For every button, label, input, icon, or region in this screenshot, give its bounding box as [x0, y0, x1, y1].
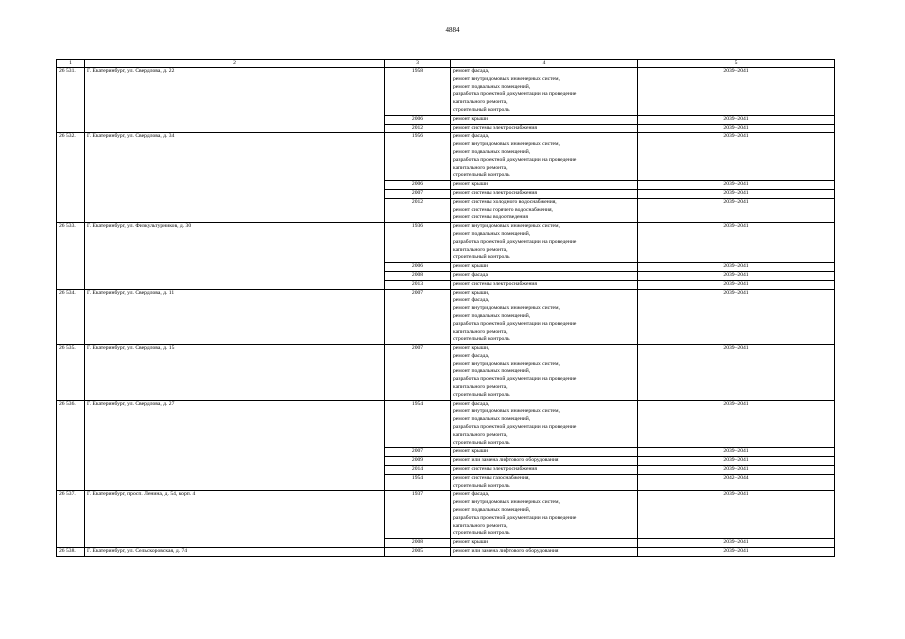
work-line: ремонт крыши: [453, 448, 489, 455]
work-line: ремонт крыши: [453, 263, 489, 270]
work-line: ремонт внутридомовых инженерных систем,: [453, 499, 560, 506]
row-number: 26 533.: [57, 223, 85, 289]
repair-schedule-table: [56, 59, 835, 557]
work-line: капитального ремонта,: [453, 164, 508, 171]
work-line: строительный контроль: [453, 391, 510, 398]
work-line: ремонт системы электроснабжения: [453, 280, 537, 287]
work-types: [451, 223, 638, 263]
work-types: [451, 448, 638, 457]
work-types: [451, 263, 638, 272]
work-line: разработка проектной документации на проведение: [453, 424, 577, 431]
work-line: ремонт фасада,: [453, 352, 490, 359]
commissioning-year: 2005: [385, 548, 451, 557]
column-header: 4: [451, 60, 638, 68]
work-line: разработка проектной документации на проведение: [453, 320, 577, 327]
work-line: ремонт подвальных помещений,: [453, 507, 531, 514]
row-number: 26 531.: [57, 68, 85, 133]
work-line: ремонт системы водоотведения: [453, 214, 528, 221]
work-types: [451, 68, 638, 116]
work-line: строительный контроль: [453, 172, 510, 179]
work-types: [451, 181, 638, 190]
planned-period: 2039–2041: [638, 548, 835, 557]
row-number: 26 532.: [57, 133, 85, 223]
column-header: 1: [57, 60, 85, 68]
commissioning-year: 1954: [385, 400, 451, 448]
commissioning-year: 1937: [385, 491, 451, 539]
commissioning-year: 2007: [385, 345, 451, 401]
work-line: ремонт внутридомовых инженерных систем,: [453, 360, 560, 367]
table-row: [57, 223, 835, 263]
work-line: капитального ремонта,: [453, 431, 508, 438]
work-line: ремонт внутридомовых инженерных систем,: [453, 75, 560, 82]
work-line: строительный контроль: [453, 106, 510, 113]
commissioning-year: 2012: [385, 124, 451, 133]
work-line: ремонт крыши,: [453, 289, 490, 296]
planned-period: 2039–2041: [638, 189, 835, 198]
work-line: ремонт внутридомовых инженерных систем,: [453, 223, 560, 230]
table-row: [57, 133, 835, 181]
commissioning-year: 2008: [385, 539, 451, 548]
work-line: ремонт подвальных помещений,: [453, 83, 531, 90]
planned-period: 2039–2041: [638, 124, 835, 133]
work-types: [451, 474, 638, 491]
table-row: [57, 400, 835, 448]
column-header: 3: [385, 60, 451, 68]
work-line: ремонт фасада,: [453, 491, 490, 498]
planned-period: 2039–2041: [638, 263, 835, 272]
building-address: Г. Екатеринбург, просп. Ленина, д. 54, корп. 4: [85, 491, 385, 548]
row-number: 26 537.: [57, 491, 85, 548]
work-types: [451, 133, 638, 181]
planned-period: 2039–2041: [638, 198, 835, 222]
work-line: ремонт фасада,: [453, 297, 490, 304]
work-line: капитального ремонта,: [453, 384, 508, 391]
planned-period: 2039–2041: [638, 457, 835, 466]
building-address: Г. Екатеринбург, ул. Сельскоровская, д. 74: [85, 548, 385, 557]
work-line: строительный контроль: [453, 482, 510, 489]
planned-period: 2039–2041: [638, 539, 835, 548]
building-address: Г. Екатеринбург, ул. Свердлова, д. 22: [85, 68, 385, 133]
work-line: ремонт подвальных помещений,: [453, 148, 531, 155]
planned-period: 2042–2044: [638, 474, 835, 491]
work-line: ремонт крыши: [453, 539, 489, 546]
table-row: [57, 491, 835, 539]
commissioning-year: 2013: [385, 280, 451, 289]
work-line: разработка проектной документации на проведение: [453, 376, 577, 383]
commissioning-year: 2008: [385, 271, 451, 280]
work-line: строительный контроль: [453, 439, 510, 446]
building-address: Г. Екатеринбург, ул. Свердлова, д. 27: [85, 400, 385, 491]
work-line: ремонт крыши: [453, 181, 489, 188]
work-line: ремонт фасада,: [453, 68, 490, 74]
work-line: ремонт или замена лифтового оборудования: [453, 457, 559, 464]
work-line: ремонт фасада,: [453, 400, 490, 407]
column-header: 2: [85, 60, 385, 68]
row-number: 26 538.: [57, 548, 85, 557]
planned-period: 2039–2041: [638, 400, 835, 448]
work-types: [451, 539, 638, 548]
work-line: разработка проектной документации на проведение: [453, 514, 577, 521]
planned-period: 2039–2041: [638, 115, 835, 124]
row-number: 26 535.: [57, 345, 85, 401]
commissioning-year: 2006: [385, 181, 451, 190]
building-address: Г. Екатеринбург, ул. Свердлова, д. 11: [85, 289, 385, 345]
commissioning-year: 2014: [385, 466, 451, 475]
commissioning-year: 2006: [385, 263, 451, 272]
work-line: ремонт внутридомовых инженерных систем,: [453, 305, 560, 312]
commissioning-year: 2007: [385, 189, 451, 198]
planned-period: 2039–2041: [638, 491, 835, 539]
work-line: разработка проектной документации на проведение: [453, 238, 577, 245]
work-line: ремонт системы холодного водоснабжения,: [453, 198, 557, 205]
work-line: капитального ремонта,: [453, 328, 508, 335]
work-line: капитального ремонта,: [453, 99, 508, 106]
planned-period: 2039–2041: [638, 181, 835, 190]
work-line: ремонт крыши: [453, 115, 489, 122]
work-line: ремонт подвальных помещений,: [453, 368, 531, 375]
page-number: 4884: [445, 26, 460, 34]
work-types: [451, 457, 638, 466]
planned-period: 2039–2041: [638, 280, 835, 289]
work-line: разработка проектной документации на проведение: [453, 91, 577, 98]
work-line: ремонт подвальных помещений,: [453, 416, 531, 423]
commissioning-year: 1958: [385, 68, 451, 116]
work-types: [451, 280, 638, 289]
commissioning-year: 1956: [385, 133, 451, 181]
work-line: ремонт крыши,: [453, 345, 490, 352]
work-types: [451, 189, 638, 198]
work-line: строительный контроль: [453, 254, 510, 261]
commissioning-year: 1936: [385, 223, 451, 263]
work-line: строительный контроль: [453, 336, 510, 343]
work-types: [451, 548, 638, 557]
commissioning-year: 2007: [385, 448, 451, 457]
commissioning-year: 2012: [385, 198, 451, 222]
work-line: ремонт системы газоснабжения,: [453, 474, 530, 481]
table-body: [57, 68, 835, 557]
column-number-row: [57, 60, 835, 68]
building-address: Г. Екатеринбург, ул. Свердлова, д. 15: [85, 345, 385, 401]
commissioning-year: 2006: [385, 115, 451, 124]
commissioning-year: 2007: [385, 289, 451, 345]
work-line: ремонт системы горячего водоснабжения,: [453, 206, 553, 213]
work-line: капитального ремонта,: [453, 246, 508, 253]
table-row: [57, 548, 835, 557]
commissioning-year: 1954: [385, 474, 451, 491]
work-line: ремонт подвальных помещений,: [453, 230, 531, 237]
work-types: [451, 198, 638, 222]
planned-period: 2039–2041: [638, 223, 835, 263]
row-number: 26 536.: [57, 400, 85, 491]
work-types: [451, 124, 638, 133]
work-types: [451, 345, 638, 401]
building-address: Г. Екатеринбург, ул. Физкультурников, д. 30: [85, 223, 385, 289]
planned-period: 2039–2041: [638, 271, 835, 280]
work-line: ремонт системы электроснабжения: [453, 466, 537, 473]
table-row: [57, 289, 835, 345]
planned-period: 2039–2041: [638, 448, 835, 457]
work-types: [451, 466, 638, 475]
work-line: ремонт подвальных помещений,: [453, 312, 531, 319]
work-types: [451, 271, 638, 280]
planned-period: 2039–2041: [638, 345, 835, 401]
work-types: [451, 115, 638, 124]
work-types: [451, 289, 638, 345]
work-line: разработка проектной документации на проведение: [453, 156, 577, 163]
planned-period: 2039–2041: [638, 466, 835, 475]
row-number: 26 534.: [57, 289, 85, 345]
work-line: строительный контроль: [453, 530, 510, 537]
work-line: капитального ремонта,: [453, 522, 508, 529]
planned-period: 2039–2041: [638, 68, 835, 116]
column-header: 5: [638, 60, 835, 68]
work-line: ремонт внутридомовых инженерных систем,: [453, 141, 560, 148]
table-row: [57, 68, 835, 116]
building-address: Г. Екатеринбург, ул. Свердлова, д. 34: [85, 133, 385, 223]
work-line: ремонт системы электроснабжения: [453, 189, 537, 196]
table-row: [57, 345, 835, 401]
work-line: ремонт фасада: [453, 271, 488, 278]
work-line: ремонт фасада,: [453, 133, 490, 140]
work-types: [451, 400, 638, 448]
work-line: ремонт системы электроснабжения: [453, 124, 537, 131]
work-line: ремонт или замена лифтового оборудования: [453, 548, 559, 555]
planned-period: 2039–2041: [638, 289, 835, 345]
work-line: ремонт внутридомовых инженерных систем,: [453, 408, 560, 415]
work-types: [451, 491, 638, 539]
planned-period: 2039–2041: [638, 133, 835, 181]
commissioning-year: 2009: [385, 457, 451, 466]
